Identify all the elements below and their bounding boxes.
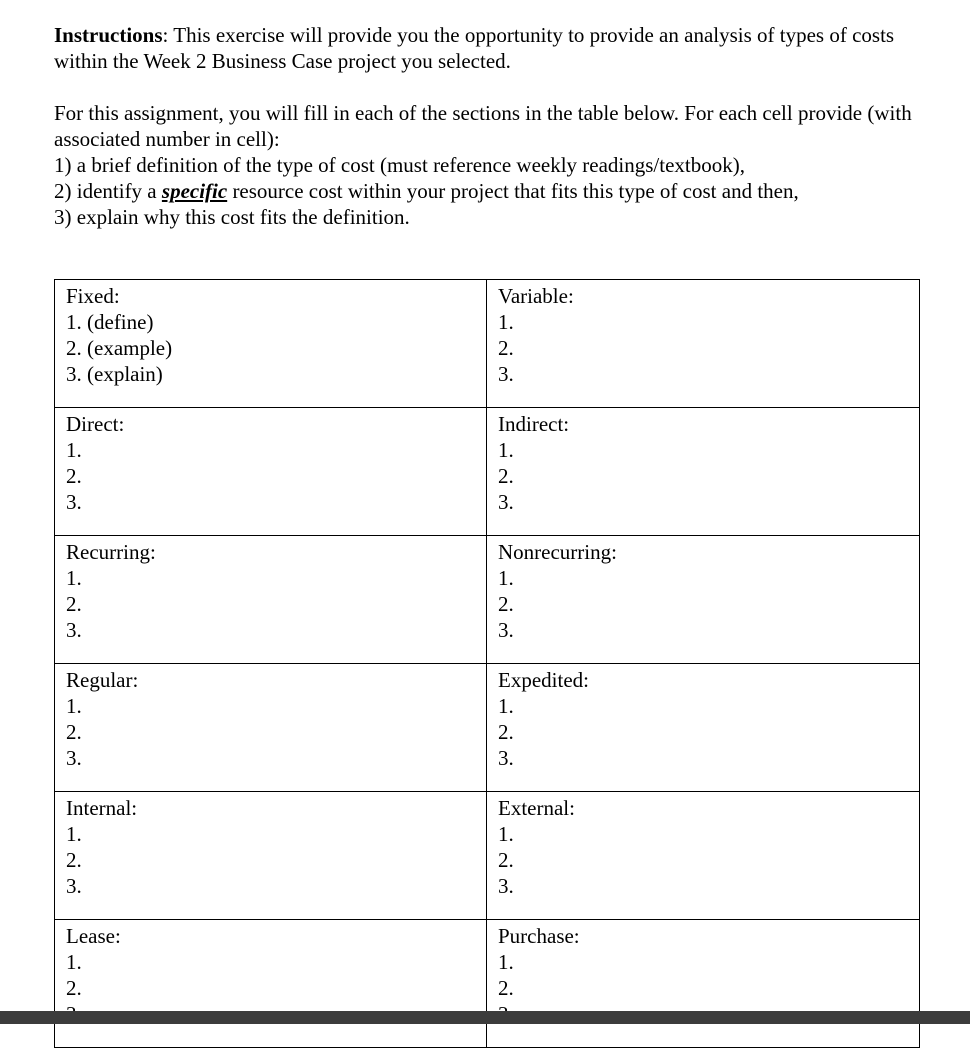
cell-line-1: 1. [66,694,82,718]
cell-line-3: 3. [66,618,82,642]
cell-indirect[interactable] [487,408,920,536]
cell-line-2: 2. [498,976,514,1000]
cell-line-2: 2. [498,848,514,872]
cell-line-1: 1. [66,438,82,462]
assignment-lead: For this assignment, you will fill in each of the sections in the table below. For each cell provide (with associated number in cell): [54,101,912,151]
cell-line-1: 1. [498,694,514,718]
cell-line-3: 3. [498,362,514,386]
cell-line-3: 3. [498,618,514,642]
cell-line-1: 1. (define) [66,310,154,334]
cell-title: Lease: [66,924,121,948]
cell-line-3: 3. [498,874,514,898]
table-row [55,408,920,536]
cell-line-3: 3. [66,746,82,770]
table-row [55,280,920,408]
window-bottom-bar [0,1011,970,1024]
cell-title: Nonrecurring: [498,540,617,564]
cell-variable[interactable] [487,280,920,408]
cell-line-3: 3. [498,490,514,514]
cell-line-3: 3. [66,874,82,898]
step-2-before: 2) identify a [54,179,162,203]
cell-title: Internal: [66,796,138,820]
cell-line-1: 1. [66,566,82,590]
table-row [55,920,920,1048]
step-1: 1) a brief definition of the type of cost (must reference weekly readings/textbook), [54,153,746,177]
table-row [55,536,920,664]
cell-line-2: 2. (example) [66,336,173,360]
cell-line-3: 3. (explain) [66,362,163,386]
intro-paragraph [54,22,934,74]
intro-text: : This exercise will provide you the opportunity to provide an analysis of types of costs within the Week 2 Business Case project you selected. [54,23,895,73]
cell-line-2: 2. [66,592,82,616]
cell-line-2: 2. [498,720,514,744]
instructions-label: Instructions [54,23,163,47]
cell-line-1: 1. [498,950,514,974]
cell-nonrecurring[interactable] [487,536,920,664]
cell-purchase[interactable] [487,920,920,1048]
cell-expedited[interactable] [487,664,920,792]
cell-title: Variable: [498,284,574,308]
table-row [55,664,920,792]
cell-line-2: 2. [66,720,82,744]
cell-title: Indirect: [498,412,570,436]
cell-title: Recurring: [66,540,156,564]
cell-internal[interactable] [55,792,487,920]
cell-fixed[interactable] [55,280,487,408]
cell-regular[interactable] [55,664,487,792]
cell-line-1: 1. [66,950,82,974]
cell-line-3: 3. [498,746,514,770]
cell-line-2: 2. [66,848,82,872]
cell-title: Fixed: [66,284,120,308]
cell-external[interactable] [487,792,920,920]
cell-title: Direct: [66,412,125,436]
cell-line-2: 2. [66,464,82,488]
cell-line-2: 2. [498,592,514,616]
cell-line-2: 2. [498,336,514,360]
cell-recurring[interactable] [55,536,487,664]
assignment-paragraph [54,100,934,230]
table-row [55,792,920,920]
cell-direct[interactable] [55,408,487,536]
cell-line-1: 1. [66,822,82,846]
cell-line-2: 2. [66,976,82,1000]
cell-title: Purchase: [498,924,580,948]
cell-line-3: 3. [66,490,82,514]
cost-analysis-table [54,279,920,1048]
cell-line-1: 1. [498,438,514,462]
cell-title: External: [498,796,575,820]
cell-title: Expedited: [498,668,589,692]
cell-line-1: 1. [498,822,514,846]
step-3: 3) explain why this cost fits the definition. [54,205,410,229]
cell-line-2: 2. [498,464,514,488]
cell-title: Regular: [66,668,139,692]
cell-line-1: 1. [498,566,514,590]
cell-lease[interactable] [55,920,487,1048]
cell-line-1: 1. [498,310,514,334]
instructions-block [54,22,934,230]
step-2-emphasis: specific [161,179,228,203]
step-2-after: resource cost within your project that fits this type of cost and then, [227,179,799,203]
